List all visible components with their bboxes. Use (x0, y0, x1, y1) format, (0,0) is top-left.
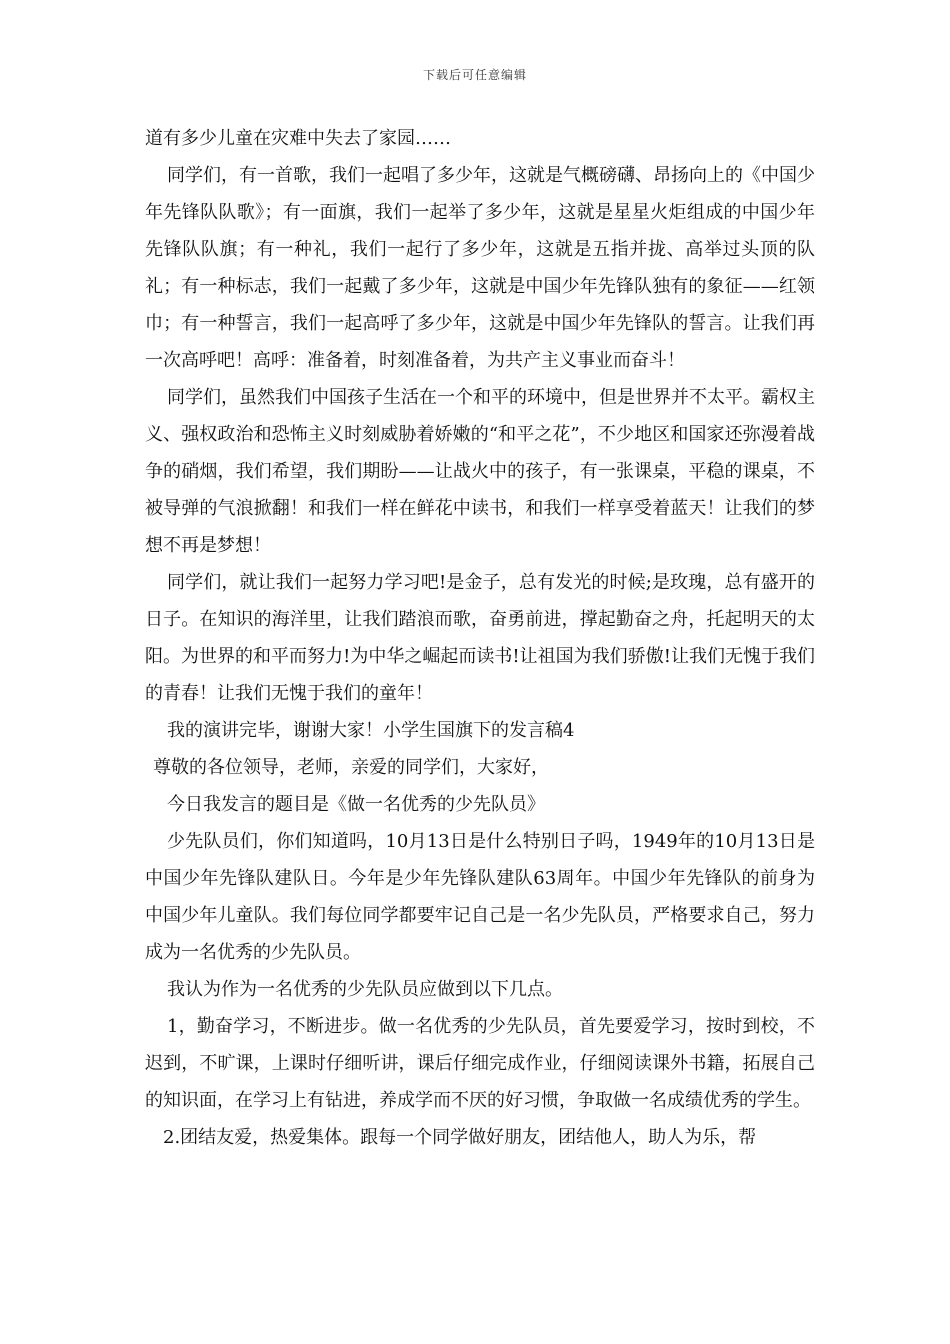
paragraph: 尊敬的各位领导，老师，亲爱的同学们，大家好， (153, 757, 549, 778)
page-header: 下载后可任意编辑 (422, 68, 527, 82)
paragraph: 1，勤奋学习，不断进步。做一名优秀的少先队员，首先要爱学习，按时到校，不迟到，不旷课，上课时仔细听讲，课后仔细完成作业，仔细阅读课外书籍，拓展自己的知识面，在学习上有钻进，养成学而不厌的好习惯，争取做一名成绩优秀的学生。 (145, 1016, 815, 1111)
paragraph: 同学们，虽然我们中国孩子生活在一个和平的环境中，但是世界并不太平。霸权主义、强权政治和恐怖主义时刻威胁着娇嫩的“和平之花”，不少地区和国家还弥漫着战争的硝烟，我们希望，我们期盼——让战火中的孩子，有一张课桌，平稳的课桌，不被导弹的气浪掀翻！和我们一样在鲜花中读书，和我们一样享受着蓝天！让我们的梦想不再是梦想！ (145, 387, 815, 556)
paragraph: 少先队员们，你们知道吗，10月13日是什么特别日子吗，1949年的10月13日是中国少年先锋队建队日。今年是少年先锋队建队63周年。中国少年先锋队的前身为中国少年儿童队。我们每位同学都要牢记自己是一名少先队员，严格要求自己，努力成为一名优秀的少先队员。 (145, 831, 815, 963)
paragraph: 我的演讲完毕，谢谢大家！小学生国旗下的发言稿4 (167, 720, 575, 741)
paragraph: 我认为作为一名优秀的少先队员应做到以下几点。 (167, 979, 563, 1000)
document-body (145, 120, 815, 1156)
paragraph: 2.团结友爱，热爱集体。跟每一个同学做好朋友，团结他人，助人为乐，帮 (163, 1127, 757, 1148)
paragraph: 今日我发言的题目是《做一名优秀的少先队员》 (167, 794, 545, 815)
paragraph: 同学们，就让我们一起努力学习吧!是金子，总有发光的时候;是玫瑰，总有盛开的日子。在知识的海洋里，让我们踏浪而歌，奋勇前进，撑起勤奋之舟，托起明天的太阳。为世界的和平而努力!为中华之崛起而读书!让祖国为我们骄傲!让我们无愧于我们的青春！让我们无愧于我们的童年！ (145, 572, 815, 704)
paragraph: 道有多少儿童在灾难中失去了家园…… (145, 128, 451, 149)
paragraph: 同学们，有一首歌，我们一起唱了多少年，这就是气概磅礴、昂扬向上的《中国少年先锋队队歌》；有一面旗，我们一起举了多少年，这就是星星火炬组成的中国少年先锋队队旗；有一种礼，我们一起行了多少年，这就是五指并拢、高举过头顶的队礼；有一种标志，我们一起戴了多少年，这就是中国少年先锋队独有的象征——红领巾；有一种誓言，我们一起高呼了多少年，这就是中国少年先锋队的誓言。让我们再一次高呼吧！高呼：准备着，时刻准备着，为共产主义事业而奋斗！ (145, 165, 815, 371)
